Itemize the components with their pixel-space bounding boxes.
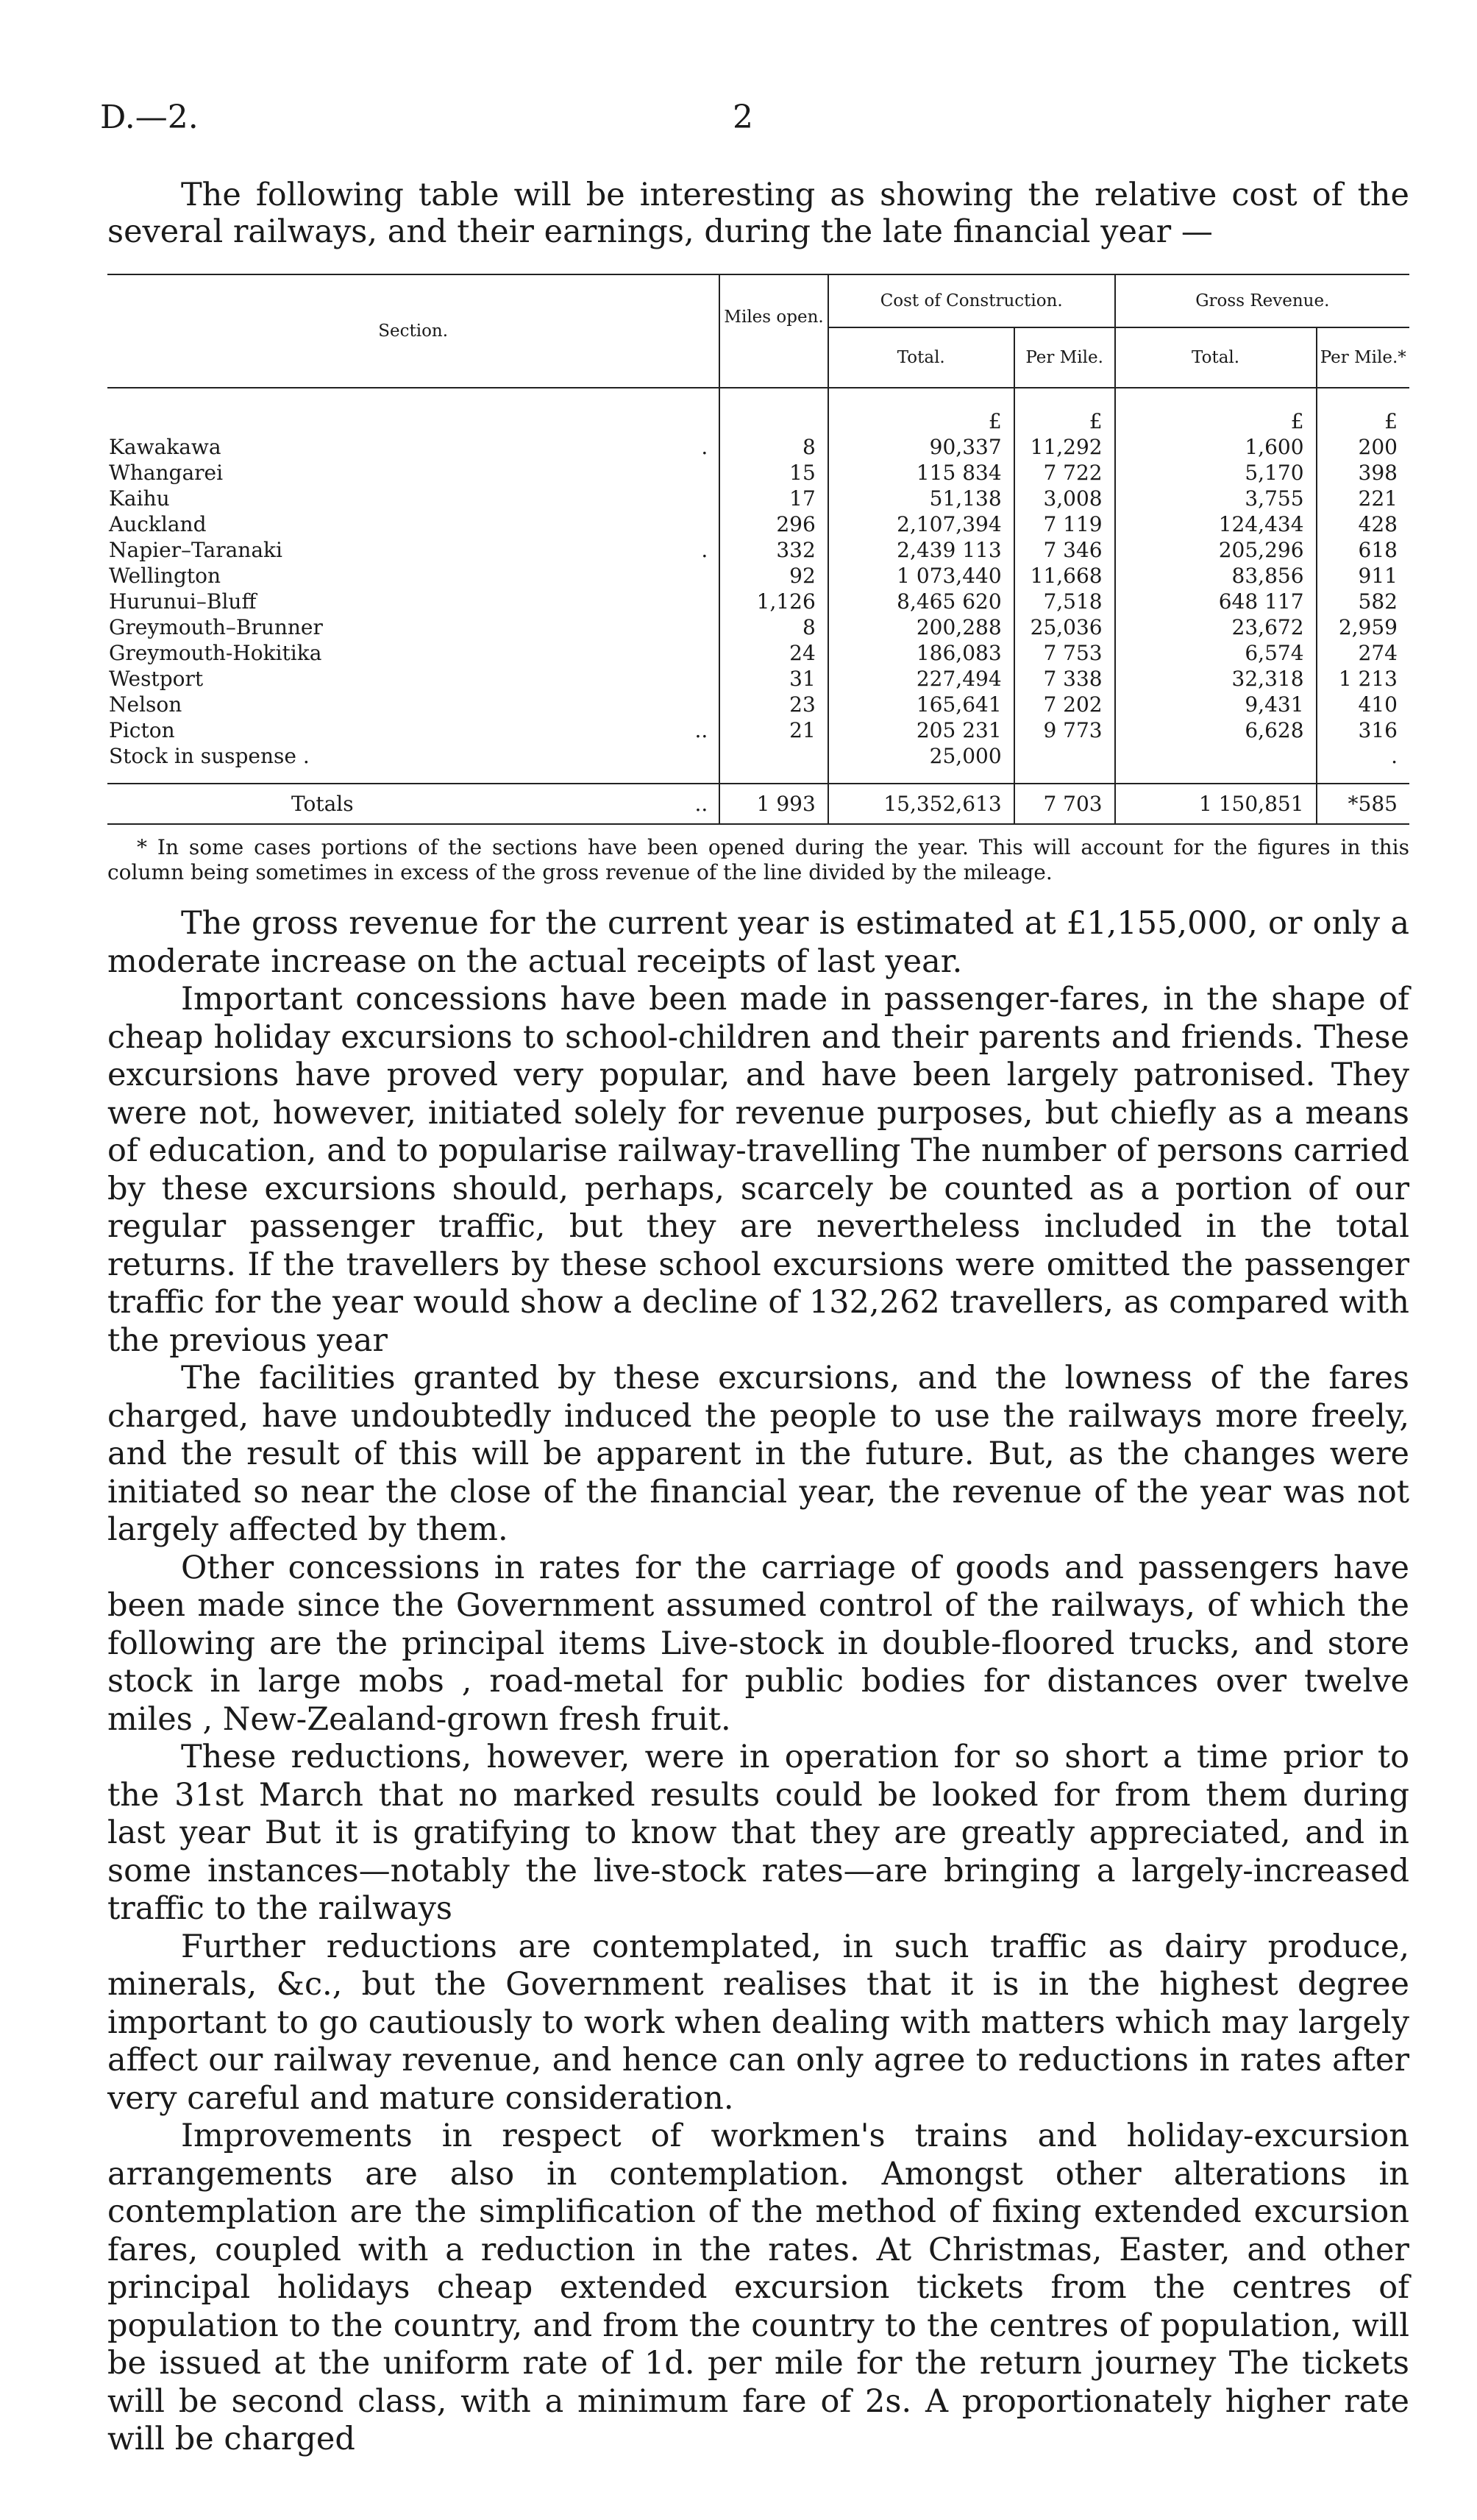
cell-cost-per-mile: 7 753 — [1014, 640, 1115, 666]
cell-miles: 92 — [719, 563, 828, 589]
cell-revenue-per-mile: 428 — [1317, 511, 1409, 537]
cell-cost-per-mile: 7,518 — [1014, 589, 1115, 614]
section-cell — [107, 666, 719, 692]
table — [107, 274, 1409, 825]
railway-cost-table — [107, 274, 1409, 825]
cell-miles: 296 — [719, 511, 828, 537]
cell-revenue-per-mile: 274 — [1317, 640, 1409, 666]
page-number: 2 — [733, 99, 753, 136]
cell-cost-total: 8,465 620 — [828, 589, 1014, 614]
paragraph: Important concessions have been made in passenger-fares, in the shape of cheap holiday excursions to school-children and their parents and friends. These excursions have proved very popular, and have been largely patronised. They were not, however, initiated solely for revenue purposes, but chiefly as a means of education, and to popularise railway-travelling The number of persons carried by these excursions should, perhaps, scarcely be counted as a portion of our regular passenger traffic, but they are nevertheless included in the total returns. If the travellers by these school excursions were omitted the passenger traffic for the year would show a decline of 132,262 travellers, as compared with the previous year — [107, 981, 1409, 1359]
unit-symbol: £ — [1115, 388, 1317, 434]
cell-revenue-per-mile: 410 — [1317, 692, 1409, 717]
totals-row — [107, 784, 1409, 824]
cell-revenue-total: 1,600 — [1115, 434, 1317, 460]
section-name: Greymouth–Brunner — [109, 615, 323, 639]
cell-miles: 332 — [719, 537, 828, 563]
table-row — [107, 640, 1409, 666]
cell-revenue-per-mile: 2,959 — [1317, 614, 1409, 640]
cell-cost-per-mile: 11,668 — [1014, 563, 1115, 589]
cell-cost-per-mile: 7 722 — [1014, 460, 1115, 486]
totals-miles: 1 993 — [719, 784, 828, 824]
cell-cost-total: 186,083 — [828, 640, 1014, 666]
unit-symbol: £ — [1317, 388, 1409, 434]
paragraph: The facilities granted by these excursions, and the lowness of the fares charged, have undoubtedly induced the people to use the railways more freely, and the result of this will be apparent in the future. But, as the changes were initiated so near the close of the financial year, the revenue of the year was not largely affected by them. — [107, 1360, 1409, 1548]
cell-revenue-per-mile: 200 — [1317, 434, 1409, 460]
section-name: Wellington — [109, 564, 221, 588]
section-name: Hurunui–Bluff — [109, 589, 257, 614]
cell-revenue-total: 83,856 — [1115, 563, 1317, 589]
cell-revenue-per-mile: 316 — [1317, 717, 1409, 743]
cell-cost-per-mile: 25,036 — [1014, 614, 1115, 640]
leader-dots: .. — [694, 718, 708, 742]
section-name: Napier–Taranaki — [109, 538, 282, 562]
body-text — [107, 905, 1409, 2459]
section-name: Kawakawa — [109, 435, 221, 459]
cell-revenue-total: 5,170 — [1115, 460, 1317, 486]
section-cell — [107, 743, 719, 784]
section-cell — [107, 717, 719, 743]
section-cell — [107, 511, 719, 537]
cell-cost-per-mile: 11,292 — [1014, 434, 1115, 460]
totals-label-cell — [107, 784, 719, 824]
cell-cost-total: 1 073,440 — [828, 563, 1014, 589]
section-name: Stock in suspense . — [109, 744, 310, 768]
table-row — [107, 434, 1409, 460]
header-miles-open: Miles open. — [719, 274, 828, 388]
paragraph: The gross revenue for the current year is estimated at £1,155,000, or only a moderate increase on the actual receipts of last year. — [107, 905, 1409, 980]
table-row — [107, 563, 1409, 589]
section-cell — [107, 692, 719, 717]
cell-revenue-total: 124,434 — [1115, 511, 1317, 537]
totals-dots: .. — [694, 792, 708, 816]
section-name: Kaihu — [109, 486, 170, 511]
section-cell — [107, 460, 719, 486]
table-row — [107, 717, 1409, 743]
section-cell — [107, 563, 719, 589]
cell-miles: 15 — [719, 460, 828, 486]
unit-symbol: £ — [1014, 388, 1115, 434]
header-cost-total: Total. — [828, 327, 1014, 388]
cell-miles: 31 — [719, 666, 828, 692]
intro-paragraph: The following table will be interesting as showing the relative cost of the several railways, and their earnings, during the late financial year — — [107, 177, 1409, 250]
cell-cost-per-mile: 7 346 — [1014, 537, 1115, 563]
header-revenue-per-mile: Per Mile.* — [1317, 327, 1409, 388]
cell-revenue-per-mile: 911 — [1317, 563, 1409, 589]
cell-revenue-total: 205,296 — [1115, 537, 1317, 563]
cell-cost-total: 2,107,394 — [828, 511, 1014, 537]
header-gross-revenue: Gross Revenue. — [1115, 274, 1409, 327]
table-row — [107, 692, 1409, 717]
section-cell — [107, 434, 719, 460]
section-name: Auckland — [109, 512, 207, 536]
leader-dots: . — [701, 435, 708, 459]
table-footnote: * In some cases portions of the sections have been opened during the year. This will account for the figures in this column being sometimes in excess of the gross revenue of the line divided by the mileage. — [107, 835, 1409, 884]
cell-cost-total: 205 231 — [828, 717, 1014, 743]
table-row — [107, 614, 1409, 640]
cell-cost-total: 90,337 — [828, 434, 1014, 460]
cell-cost-total: 51,138 — [828, 486, 1014, 511]
section-name: Picton — [109, 718, 175, 742]
cell-miles — [719, 743, 828, 784]
cell-revenue-per-mile: . — [1317, 743, 1409, 784]
cell-revenue-per-mile: 398 — [1317, 460, 1409, 486]
cell-revenue-per-mile: 582 — [1317, 589, 1409, 614]
cell-cost-per-mile: 7 202 — [1014, 692, 1115, 717]
document-reference: D.—2. — [100, 99, 199, 136]
cell-revenue-total: 648 117 — [1115, 589, 1317, 614]
cell-cost-total: 115 834 — [828, 460, 1014, 486]
cell-revenue-total: 32,318 — [1115, 666, 1317, 692]
table-body — [107, 388, 1409, 784]
table-row — [107, 486, 1409, 511]
header-cost-of-construction: Cost of Construction. — [828, 274, 1115, 327]
cell-miles: 8 — [719, 614, 828, 640]
section-name: Whangarei — [109, 461, 224, 485]
cell-revenue-total: 6,628 — [1115, 717, 1317, 743]
section-name: Greymouth-Hokitika — [109, 641, 322, 665]
cell-revenue-per-mile: 221 — [1317, 486, 1409, 511]
cell-cost-per-mile — [1014, 743, 1115, 784]
cell-miles: 8 — [719, 434, 828, 460]
cell-cost-per-mile: 9 773 — [1014, 717, 1115, 743]
cell-cost-total: 227,494 — [828, 666, 1014, 692]
cell-miles: 23 — [719, 692, 828, 717]
cell-cost-total: 200,288 — [828, 614, 1014, 640]
cell-revenue-total: 6,574 — [1115, 640, 1317, 666]
cell-revenue-per-mile: 618 — [1317, 537, 1409, 563]
table-row — [107, 589, 1409, 614]
paragraph: Other concessions in rates for the carriage of goods and passengers have been made since the Government assumed control of the railways, of which the following are the principal items Live-stock in double-floored trucks, and store stock in large mobs , road-metal for public bodies for distances over twelve miles , New-Zealand-grown fresh fruit. — [107, 1549, 1409, 1738]
paragraph: Improvements in respect of workmen's trains and holiday-excursion arrangements are also in contemplation. Amongst other alterations in contemplation are the simplification of the method of fixing extended excursion fares, coupled with a reduction in the rates. At Christmas, Easter, and other principal holidays cheap extended excursion tickets from the centres of population to the country, and from the country to the centres of population, will be issued at the uniform rate of 1d. per mile for the return journey The tickets will be second class, with a minimum fare of 2s. A proportionately higher rate will be charged — [107, 2118, 1409, 2457]
cell-cost-per-mile: 7 338 — [1014, 666, 1115, 692]
cell-miles: 1,126 — [719, 589, 828, 614]
totals-revenue-total: 1 150,851 — [1115, 784, 1317, 824]
table-row — [107, 511, 1409, 537]
cell-cost-per-mile: 7 119 — [1014, 511, 1115, 537]
table-row — [107, 666, 1409, 692]
page-header — [100, 99, 1409, 143]
cell-miles: 17 — [719, 486, 828, 511]
paragraph: These reductions, however, were in operation for so short a time prior to the 31st March that no marked results could be looked for from them during last year But it is gratifying to know that they are greatly appreciated, and in some instances—notably the live-stock rates—are bringing a largely-increased traffic to the railways — [107, 1739, 1409, 1927]
cell-miles: 21 — [719, 717, 828, 743]
table-row — [107, 537, 1409, 563]
cell-cost-total: 2,439 113 — [828, 537, 1014, 563]
section-cell — [107, 640, 719, 666]
totals-cost-total: 15,352,613 — [828, 784, 1014, 824]
totals-label: Totals — [291, 792, 354, 816]
header-revenue-total: Total. — [1115, 327, 1317, 388]
header-section: Section. — [107, 274, 719, 388]
section-cell — [107, 589, 719, 614]
leader-dots: . — [701, 538, 708, 562]
cell-miles: 24 — [719, 640, 828, 666]
cell-cost-total: 165,641 — [828, 692, 1014, 717]
section-cell — [107, 486, 719, 511]
cell-cost-total: 25,000 — [828, 743, 1014, 784]
paragraph: Further reductions are contemplated, in such traffic as dairy produce, minerals, &c., but the Government realises that it is in the highest degree important to go cautiously to work when dealing with matters which may largely affect our railway revenue, and hence can only agree to reductions in rates after very careful and mature consideration. — [107, 1928, 1409, 2117]
totals-cost-per-mile: 7 703 — [1014, 784, 1115, 824]
cell-revenue-per-mile: 1 213 — [1317, 666, 1409, 692]
cell-revenue-total: 3,755 — [1115, 486, 1317, 511]
unit-row — [107, 388, 1409, 434]
section-cell — [107, 537, 719, 563]
header-cost-per-mile: Per Mile. — [1014, 327, 1115, 388]
cell-revenue-total — [1115, 743, 1317, 784]
table-row — [107, 743, 1409, 784]
section-cell — [107, 614, 719, 640]
table-row — [107, 460, 1409, 486]
cell-revenue-total: 9,431 — [1115, 692, 1317, 717]
section-name: Westport — [109, 667, 204, 691]
cell-revenue-total: 23,672 — [1115, 614, 1317, 640]
totals-revenue-per-mile: *585 — [1317, 784, 1409, 824]
cell-cost-per-mile: 3,008 — [1014, 486, 1115, 511]
section-name: Nelson — [109, 692, 182, 717]
unit-symbol: £ — [828, 388, 1014, 434]
